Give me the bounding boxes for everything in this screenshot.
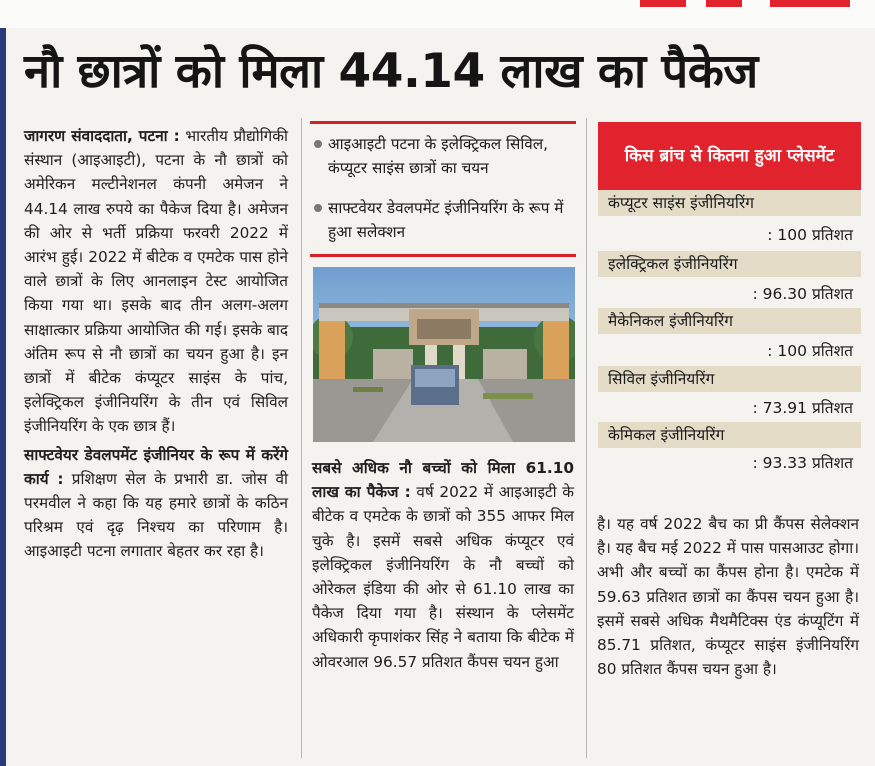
subsection-text: वर्ष 2022 में आइआइटी के बीटेक व एमटेक के छात्रों को 355 आफर मिल चुके है। इसमें सबसे अधिक कंप्यूटर एवं इलेक्ट्रिकल इंजीनियरिंग के नौ बच्चों को ओरेकल इंडिया की ओर से 61.10 लाख का पैकेज दिया गया है। संस्थान के प्लेसमेंट अधिकारी कृपाशंकर सिंह ने बताया कि बीटेक में ओवरआल 96.57 प्रतिशत कैंपस चयन हुआ xyxy=(312,483,574,671)
table-row-value: : 96.30 प्रतिशत xyxy=(752,285,853,303)
table-row-branch: कंप्यूटर साइंस इंजीनियरिंग xyxy=(598,190,861,216)
placement-table-title: किस ब्रांच से कितना हुआ प्लेसमेंट xyxy=(598,122,861,190)
subsection-text: प्रशिक्षण सेल के प्रभारी डा. जोस वी परमवील ने कहा कि यह हमारे छात्रों के कठिन परिश्रम एवं दृढ़ निश्चय का परिणाम है। आइआइटी पटना लगातार बेहतर कर रहा है। xyxy=(24,469,289,561)
highlight-item xyxy=(314,132,576,180)
headline: नौ छात्रों को मिला 44.14 लाख का पैकेज xyxy=(24,44,758,99)
table-row-branch: सिविल इंजीनियरिंग xyxy=(598,366,861,392)
continued-paragraph: है। यह वर्ष 2022 बैच का प्री कैंपस सेलेक्शन है। यह बैच मई 2022 में पास पासआउट होगा। अभी और बच्चों का कैंपस होना है। एमटेक में 59.63 प्रतिशत छात्रों का कैंपस चयन हुआ है। इसमें सबसे अधिक मैथमैटिक्स एंड कंप्यूटिंग में 85.71 प्रतिशत, कंप्यूटर साइंस इंजीनियरिंग 80 प्रतिशत कैंपस चयन हुआ है। xyxy=(597,515,859,679)
table-row-value: : 73.91 प्रतिशत xyxy=(752,399,853,417)
table-row-value: : 93.33 प्रतिशत xyxy=(752,454,853,472)
table-row-branch: मैकेनिकल इंजीनियरिंग xyxy=(598,308,861,334)
article-column-3 xyxy=(597,512,859,681)
bullet-icon xyxy=(314,204,322,212)
highlights-top-rule xyxy=(310,121,576,124)
highlights-bottom-rule xyxy=(310,254,576,257)
masthead-red-mark xyxy=(640,0,686,7)
masthead-strip xyxy=(0,0,875,28)
dateline: जागरण संवाददाता, पटना : xyxy=(24,127,180,145)
masthead-red-mark xyxy=(706,0,742,7)
subhead: सबसे अधिक नौ बच्चों को मिला 61.10 लाख का पैकेज : xyxy=(312,459,574,502)
highlight-item xyxy=(314,196,576,244)
subsection-paragraph xyxy=(24,443,288,564)
masthead-red-mark xyxy=(770,0,850,7)
intro-text: भारतीय प्रौद्योगिकी संस्थान (आइआइटी), पटना के नौ छात्रों को अमेरिकन मल्टीनेशनल कंपनी अमेजन ने 44.14 लाख रुपये का पैकेज दिया है। अमेजन की ओर से भर्ती प्रक्रिया फरवरी 2022 में आरंभ हुई। 2022 में बीटेक व एमटेक पास होने वाले छात्रों के लिए आनलाइन टेस्ट आयोजित किया गया था। इसके बाद तीन अलग-अलग साक्षात्कार प्रक्रिया आयोजित की गई। इसके बाद अंतिम रूप से नौ छात्रों का चयन हुआ है। इन छात्रों में बीटेक कंप्यूटर साइंस के पांच, इलेक्ट्रिकल इंजीनियरिंग के तीन एवं सिविल इंजीनियरिंग के एक छात्र हैं। xyxy=(24,127,288,436)
column-divider xyxy=(301,118,302,758)
table-row-value: : 100 प्रतिशत xyxy=(767,342,853,360)
table-row-value: : 100 प्रतिशत xyxy=(767,226,853,244)
highlight-text: आइआइटी पटना के इलेक्ट्रिकल सिविल, कंप्यूटर साइंस छात्रों का चयन xyxy=(328,135,549,177)
table-row-branch: इलेक्ट्रिकल इंजीनियरिंग xyxy=(598,251,861,277)
subsection-paragraph xyxy=(312,456,574,674)
table-row-branch: केमिकल इंजीनियरिंग xyxy=(598,422,861,448)
highlights-box xyxy=(310,118,576,258)
article-column-1 xyxy=(24,124,288,564)
article-column-2 xyxy=(312,456,574,674)
intro-paragraph xyxy=(24,124,288,439)
column-divider xyxy=(586,118,587,758)
subhead: साफ्टवेयर डेवलपमेंट इंजीनियर के रूप में करेंगे कार्य : xyxy=(24,445,288,488)
campus-gate-photo xyxy=(313,267,575,442)
bullet-icon xyxy=(314,140,322,148)
left-margin-rule xyxy=(0,28,6,766)
placement-table xyxy=(598,122,861,478)
highlight-text: साफ्टवेयर डेवलपमेंट इंजीनियरिंग के रूप में हुआ सलेक्शन xyxy=(328,199,564,241)
